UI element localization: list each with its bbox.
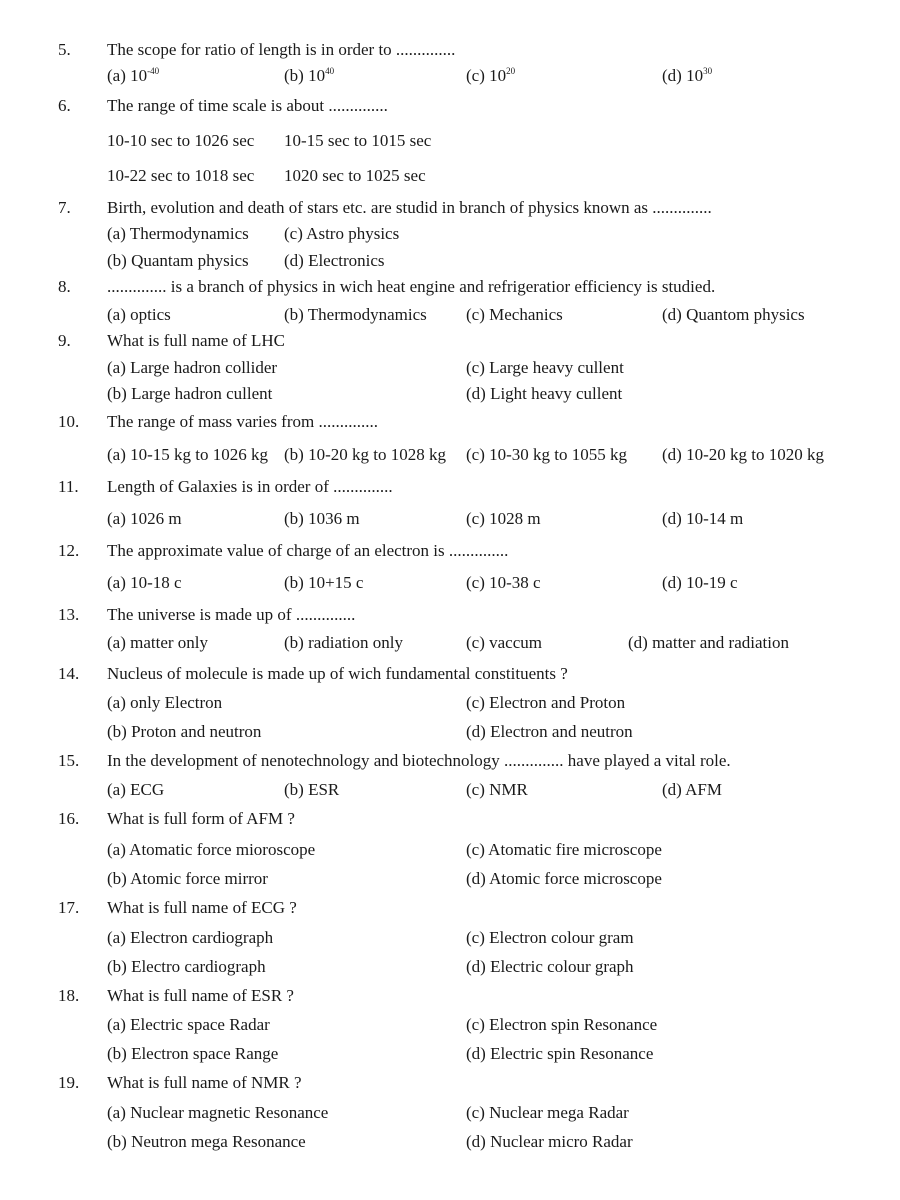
question-text: Nucleus of molecule is made up of wich fundamental constituents ?: [107, 664, 568, 683]
option: (d) AFM: [662, 780, 722, 799]
option: (d) Electronics: [284, 251, 385, 270]
option: 10-15 sec to 1015 sec: [284, 131, 432, 150]
option: (a) Nuclear magnetic Resonance: [107, 1103, 329, 1122]
question-text: The scope for ratio of length is in order to ..............: [107, 40, 456, 59]
option: (d) matter and radiation: [628, 633, 789, 652]
option: (b) $10^{40}$: [284, 66, 335, 85]
question-number: 11.: [58, 477, 79, 496]
option: (c) 10-38 c: [466, 573, 541, 592]
question-text: What is full name of ESR ?: [107, 986, 294, 1005]
question-number: 12.: [58, 541, 80, 560]
question-text: Length of Galaxies is in order of ..............: [107, 477, 393, 496]
question-text: What is full name of ECG ?: [107, 898, 297, 917]
option: (b) ESR: [284, 780, 340, 799]
option: (a) 10-15 kg to 1026 kg: [107, 445, 269, 464]
question-5-cut: [0, 0, 900, 60]
option: (c) Nuclear mega Radar: [466, 1103, 629, 1122]
option: (d) 10-14 m: [662, 509, 744, 528]
option: (d) $10^{30}$: [662, 66, 713, 85]
question-text: What is full form of AFM ?: [107, 809, 295, 828]
option: (d) Nuclear micro Radar: [466, 1132, 633, 1151]
option: (b) Electro cardiograph: [107, 957, 266, 976]
question-number: 18.: [58, 986, 80, 1005]
option: (c) Large heavy cullent: [466, 358, 624, 377]
option: (c) Mechanics: [466, 305, 563, 324]
question-number: 8.: [58, 277, 71, 296]
question-number: 9.: [58, 331, 71, 350]
option: (d) 10-20 kg to 1020 kg: [662, 445, 824, 464]
option: (a) only Electron: [107, 693, 223, 712]
question-text: What is full name of NMR ?: [107, 1073, 302, 1092]
question-number: 6.: [58, 96, 71, 115]
option: (a) $10^{-40}$: [107, 66, 160, 85]
option: (a) ECG: [107, 780, 165, 799]
option: (c) Electron and Proton: [466, 693, 626, 712]
option: (a) 1026 m: [107, 509, 182, 528]
option: (b) Proton and neutron: [107, 722, 262, 741]
question-text: The universe is made up of ..............: [107, 605, 356, 624]
option: (c) NMR: [466, 780, 528, 799]
question-number: 7.: [58, 198, 71, 217]
question-text: The range of time scale is about ..............: [107, 96, 388, 115]
option: (c) 10-30 kg to 1055 kg: [466, 445, 628, 464]
option: (a) matter only: [107, 633, 209, 652]
option: (b) 10+15 c: [284, 573, 364, 592]
option: (b) radiation only: [284, 633, 403, 652]
option: (b) Atomic force mirror: [107, 869, 268, 888]
option: (c) $10^{20}$: [466, 66, 516, 85]
option: (a) 10-18 c: [107, 573, 182, 592]
option: (b) 10-20 kg to 1028 kg: [284, 445, 446, 464]
option: (d) Atomic force microscope: [466, 869, 662, 888]
option: 10-22 sec to 1018 sec: [107, 166, 255, 185]
option: (a) optics: [107, 305, 171, 324]
question-text: What is full name of LHC: [107, 331, 285, 350]
option: 10-10 sec to 1026 sec: [107, 131, 255, 150]
option: (a) Large hadron collider: [107, 358, 278, 377]
option: (a) Electron cardiograph: [107, 928, 274, 947]
option: (c) Electron colour gram: [466, 928, 634, 947]
option: (a) Atomatic force mioroscope: [107, 840, 316, 859]
option: (c) 1028 m: [466, 509, 541, 528]
option: (d) 10-19 c: [662, 573, 738, 592]
option: (c) Atomatic fire microscope: [466, 840, 662, 859]
option: (b) Neutron mega Resonance: [107, 1132, 306, 1151]
question-number: 13.: [58, 605, 80, 624]
option: (c) Electron spin Resonance: [466, 1015, 658, 1034]
option: (b) Large hadron cullent: [107, 384, 273, 403]
question-text: Birth, evolution and death of stars etc. are studid in branch of physics known as ..............: [107, 198, 712, 217]
option: (a) Thermodynamics: [107, 224, 249, 243]
question-text: In the development of nenotechnology and biotechnology .............. have played a vital role.: [107, 751, 731, 770]
question-number: 15.: [58, 751, 80, 770]
option: 1020 sec to 1025 sec: [284, 166, 426, 185]
option: (b) Thermodynamics: [284, 305, 427, 324]
option: (d) Electric spin Resonance: [466, 1044, 654, 1063]
question-number: 16.: [58, 809, 80, 828]
question-number: 17.: [58, 898, 80, 917]
option: (d) Electron and neutron: [466, 722, 633, 741]
option: (d) Quantom physics: [662, 305, 805, 324]
option: (d) Light heavy cullent: [466, 384, 623, 403]
question-text: .............. is a branch of physics in wich heat engine and refrigeratior efficiency is studied.: [107, 277, 716, 296]
option: (c) vaccum: [466, 633, 542, 652]
option: (b) Quantam physics: [107, 251, 249, 270]
question-number: 14.: [58, 664, 80, 683]
question-number: 5.: [58, 40, 71, 59]
option: (b) 1036 m: [284, 509, 360, 528]
question-text: The approximate value of charge of an electron is ..............: [107, 541, 509, 560]
question-text: The range of mass varies from ..............: [107, 412, 378, 431]
option: (b) Electron space Range: [107, 1044, 279, 1063]
option: (a) Electric space Radar: [107, 1015, 270, 1034]
question-number: 10.: [58, 412, 80, 431]
option: (c) Astro physics: [284, 224, 400, 243]
option: (d) Electric colour graph: [466, 957, 634, 976]
question-number: 19.: [58, 1073, 80, 1092]
